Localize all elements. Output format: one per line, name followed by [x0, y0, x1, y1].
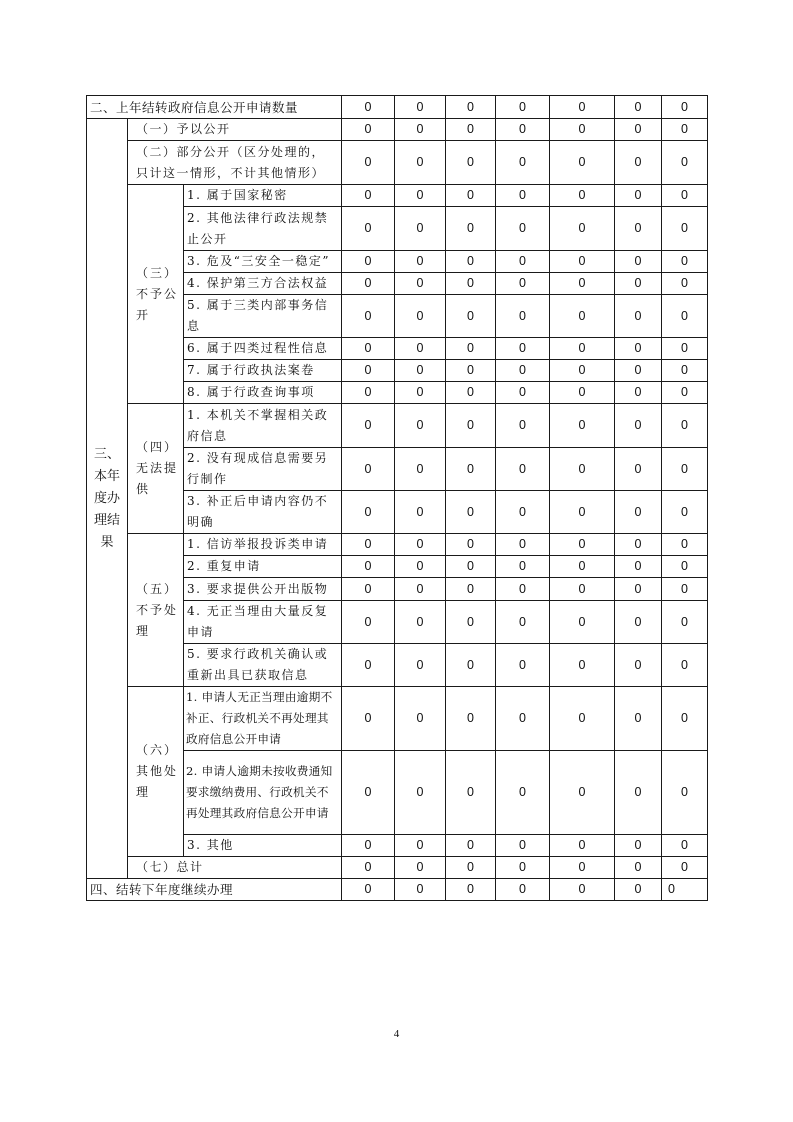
- value-cell: 0: [615, 578, 662, 601]
- value-cell: 0: [615, 251, 662, 273]
- value-cell: 0: [342, 207, 395, 251]
- not-processed-group-label: （五）不予处理: [128, 534, 184, 687]
- value-cell: 0: [662, 448, 708, 491]
- value-cell: 0: [550, 644, 615, 687]
- value-cell: 0: [342, 119, 395, 141]
- value-cell: 0: [342, 382, 395, 404]
- value-cell: 0: [446, 251, 496, 273]
- table-row: [87, 857, 708, 879]
- table-row: [87, 687, 708, 751]
- value-cell: 0: [395, 879, 446, 901]
- value-cell: 0: [496, 556, 550, 578]
- table-row: [87, 404, 708, 448]
- not-open-group-label: （三）不予公开: [128, 185, 184, 404]
- value-cell: 0: [550, 382, 615, 404]
- value-cell: 0: [342, 448, 395, 491]
- table-row: [87, 141, 708, 185]
- not-open-item-label: 2. 其他法律行政法规禁止公开: [184, 207, 342, 251]
- value-cell: 0: [395, 273, 446, 295]
- value-cell: 0: [395, 534, 446, 556]
- value-cell: 0: [615, 141, 662, 185]
- value-cell: 0: [342, 857, 395, 879]
- value-cell: 0: [615, 534, 662, 556]
- value-cell: 0: [496, 382, 550, 404]
- value-cell: 0: [615, 835, 662, 857]
- value-cell: 0: [615, 404, 662, 448]
- value-cell: 0: [395, 751, 446, 835]
- value-cell: 0: [342, 879, 395, 901]
- value-cell: 0: [395, 141, 446, 185]
- table-row: [87, 879, 708, 901]
- value-cell: 0: [446, 448, 496, 491]
- not-open-item-label: 8. 属于行政查询事项: [184, 382, 342, 404]
- value-cell: 0: [615, 491, 662, 534]
- value-cell: 0: [446, 687, 496, 751]
- value-cell: 0: [395, 295, 446, 338]
- value-cell: 0: [496, 601, 550, 644]
- carryover-prev-label: 二、上年结转政府信息公开申请数量: [87, 96, 342, 119]
- not-processed-item-label: 4. 无正当理由大量反复申请: [184, 601, 342, 644]
- value-cell: 0: [395, 491, 446, 534]
- value-cell: 0: [395, 207, 446, 251]
- value-cell: 0: [550, 879, 615, 901]
- value-cell: 0: [446, 879, 496, 901]
- value-cell: 0: [446, 601, 496, 644]
- value-cell: 0: [550, 687, 615, 751]
- value-cell: 0: [395, 338, 446, 360]
- open-label: （一）予以公开: [128, 119, 342, 141]
- cannot-provide-item-label: 2. 没有现成信息需要另行制作: [184, 448, 342, 491]
- value-cell: 0: [496, 578, 550, 601]
- value-cell: 0: [496, 251, 550, 273]
- value-cell: 0: [446, 141, 496, 185]
- value-cell: 0: [342, 295, 395, 338]
- value-cell: 0: [615, 360, 662, 382]
- section-three-label: 三、本年度办理结果: [87, 119, 128, 879]
- value-cell: 0: [342, 751, 395, 835]
- value-cell: 0: [342, 491, 395, 534]
- other-processing-item-label: 2. 申请人逾期未按收费通知要求缴纳费用、行政机关不再处理其政府信息公开申请: [184, 751, 342, 835]
- value-cell: 0: [395, 119, 446, 141]
- value-cell: 0: [496, 141, 550, 185]
- value-cell: 0: [662, 857, 708, 879]
- value-cell: 0: [662, 295, 708, 338]
- value-cell: 0: [395, 687, 446, 751]
- value-cell: 0: [446, 751, 496, 835]
- value-cell: 0: [446, 185, 496, 207]
- value-cell: 0: [662, 601, 708, 644]
- value-cell: 0: [446, 534, 496, 556]
- value-cell: 0: [342, 96, 395, 119]
- value-cell: 0: [550, 556, 615, 578]
- value-cell: 0: [446, 857, 496, 879]
- value-cell: 0: [395, 404, 446, 448]
- value-cell: 0: [496, 295, 550, 338]
- value-cell: 0: [342, 601, 395, 644]
- cannot-provide-item-label: 3. 补正后申请内容仍不明确: [184, 491, 342, 534]
- value-cell: 0: [615, 879, 662, 901]
- value-cell: 0: [662, 207, 708, 251]
- value-cell: 0: [662, 751, 708, 835]
- value-cell: 0: [550, 251, 615, 273]
- value-cell: 0: [615, 207, 662, 251]
- value-cell: 0: [662, 578, 708, 601]
- value-cell: 0: [550, 835, 615, 857]
- page-number: 4: [393, 1028, 400, 1040]
- not-processed-item-label: 5. 要求行政机关确认或重新出具已获取信息: [184, 644, 342, 687]
- value-cell: 0: [496, 448, 550, 491]
- value-cell: 0: [395, 251, 446, 273]
- value-cell: 0: [342, 687, 395, 751]
- table-row: [87, 185, 708, 207]
- value-cell: 0: [342, 185, 395, 207]
- value-cell: 0: [550, 360, 615, 382]
- value-cell: 0: [395, 835, 446, 857]
- partial-open-label: （二）部分公开（区分处理的，只计这一情形，不计其他情形）: [128, 141, 342, 185]
- value-cell: 0: [342, 578, 395, 601]
- value-cell: 0: [496, 687, 550, 751]
- value-cell: 0: [550, 491, 615, 534]
- not-open-item-label: 1. 属于国家秘密: [184, 185, 342, 207]
- value-cell: 0: [395, 382, 446, 404]
- value-cell: 0: [395, 96, 446, 119]
- value-cell: 0: [496, 360, 550, 382]
- value-cell: 0: [550, 207, 615, 251]
- value-cell: 0: [550, 96, 615, 119]
- value-cell: 0: [446, 382, 496, 404]
- value-cell: 0: [550, 601, 615, 644]
- value-cell: 0: [550, 185, 615, 207]
- value-cell: 0: [662, 251, 708, 273]
- value-cell: 0: [550, 273, 615, 295]
- value-cell: 0: [615, 119, 662, 141]
- value-cell: 0: [446, 207, 496, 251]
- value-cell: 0: [496, 835, 550, 857]
- value-cell: 0: [395, 644, 446, 687]
- value-cell: 0: [662, 687, 708, 751]
- not-processed-item-label: 3. 要求提供公开出版物: [184, 578, 342, 601]
- value-cell: 0: [662, 556, 708, 578]
- value-cell: 0: [615, 857, 662, 879]
- value-cell: 0: [615, 601, 662, 644]
- value-cell: 0: [496, 644, 550, 687]
- value-cell: 0: [496, 119, 550, 141]
- not-open-item-label: 4. 保护第三方合法权益: [184, 273, 342, 295]
- value-cell: 0: [662, 404, 708, 448]
- cannot-provide-group-label: （四）无法提供: [128, 404, 184, 534]
- total-label: （七）总计: [128, 857, 342, 879]
- value-cell: 0: [550, 338, 615, 360]
- value-cell: 0: [662, 96, 708, 119]
- value-cell: 0: [496, 491, 550, 534]
- table-row: [87, 119, 708, 141]
- value-cell: 0: [395, 556, 446, 578]
- value-cell: 0: [615, 295, 662, 338]
- value-cell: 0: [615, 273, 662, 295]
- value-cell: 0: [496, 338, 550, 360]
- value-cell: 0: [342, 404, 395, 448]
- value-cell: 0: [615, 96, 662, 119]
- gov-info-disclosure-table: [86, 95, 708, 901]
- value-cell: 0: [662, 185, 708, 207]
- value-cell: 0: [615, 556, 662, 578]
- other-processing-item-label: 3. 其他: [184, 835, 342, 857]
- value-cell: 0: [615, 687, 662, 751]
- value-cell: 0: [342, 273, 395, 295]
- value-cell: 0: [550, 534, 615, 556]
- value-cell: 0: [615, 751, 662, 835]
- value-cell: 0: [342, 835, 395, 857]
- value-cell: 0: [662, 119, 708, 141]
- table-row: [87, 96, 708, 119]
- value-cell: 0: [496, 207, 550, 251]
- value-cell: 0: [395, 857, 446, 879]
- value-cell: 0: [446, 119, 496, 141]
- value-cell: 0: [550, 119, 615, 141]
- value-cell: 0: [662, 879, 708, 901]
- value-cell: 0: [446, 491, 496, 534]
- value-cell: 0: [662, 273, 708, 295]
- value-cell: 0: [550, 404, 615, 448]
- value-cell: 0: [342, 251, 395, 273]
- value-cell: 0: [446, 96, 496, 119]
- value-cell: 0: [395, 578, 446, 601]
- value-cell: 0: [446, 404, 496, 448]
- carryover-next-label: 四、结转下年度继续办理: [87, 879, 342, 901]
- value-cell: 0: [662, 534, 708, 556]
- value-cell: 0: [496, 751, 550, 835]
- value-cell: 0: [662, 644, 708, 687]
- value-cell: 0: [615, 644, 662, 687]
- value-cell: 0: [446, 360, 496, 382]
- value-cell: 0: [550, 751, 615, 835]
- table-row: [87, 534, 708, 556]
- value-cell: 0: [662, 141, 708, 185]
- value-cell: 0: [446, 338, 496, 360]
- value-cell: 0: [395, 601, 446, 644]
- value-cell: 0: [496, 96, 550, 119]
- other-processing-item-label: 1. 申请人无正当理由逾期不补正、行政机关不再处理其政府信息公开申请: [184, 687, 342, 751]
- not-open-item-label: 3. 危及“三安全一稳定”: [184, 251, 342, 273]
- value-cell: 0: [615, 338, 662, 360]
- value-cell: 0: [662, 491, 708, 534]
- value-cell: 0: [496, 879, 550, 901]
- value-cell: 0: [550, 141, 615, 185]
- value-cell: 0: [446, 644, 496, 687]
- value-cell: 0: [395, 360, 446, 382]
- value-cell: 0: [342, 338, 395, 360]
- value-cell: 0: [615, 448, 662, 491]
- value-cell: 0: [496, 857, 550, 879]
- value-cell: 0: [446, 556, 496, 578]
- value-cell: 0: [550, 578, 615, 601]
- not-open-item-label: 7. 属于行政执法案卷: [184, 360, 342, 382]
- value-cell: 0: [550, 448, 615, 491]
- value-cell: 0: [395, 448, 446, 491]
- value-cell: 0: [496, 404, 550, 448]
- other-processing-group-label: （六）其他处理: [128, 687, 184, 857]
- value-cell: 0: [496, 273, 550, 295]
- value-cell: 0: [550, 857, 615, 879]
- value-cell: 0: [662, 382, 708, 404]
- value-cell: 0: [342, 644, 395, 687]
- value-cell: 0: [615, 382, 662, 404]
- value-cell: 0: [662, 835, 708, 857]
- value-cell: 0: [342, 360, 395, 382]
- not-open-item-label: 5. 属于三类内部事务信息: [184, 295, 342, 338]
- value-cell: 0: [496, 534, 550, 556]
- value-cell: 0: [662, 338, 708, 360]
- value-cell: 0: [446, 835, 496, 857]
- value-cell: 0: [446, 578, 496, 601]
- value-cell: 0: [550, 295, 615, 338]
- value-cell: 0: [342, 141, 395, 185]
- cannot-provide-item-label: 1. 本机关不掌握相关政府信息: [184, 404, 342, 448]
- value-cell: 0: [496, 185, 550, 207]
- value-cell: 0: [615, 185, 662, 207]
- value-cell: 0: [395, 185, 446, 207]
- value-cell: 0: [342, 556, 395, 578]
- not-processed-item-label: 1. 信访举报投诉类申请: [184, 534, 342, 556]
- value-cell: 0: [662, 360, 708, 382]
- value-cell: 0: [446, 273, 496, 295]
- not-open-item-label: 6. 属于四类过程性信息: [184, 338, 342, 360]
- value-cell: 0: [342, 534, 395, 556]
- value-cell: 0: [446, 295, 496, 338]
- not-processed-item-label: 2. 重复申请: [184, 556, 342, 578]
